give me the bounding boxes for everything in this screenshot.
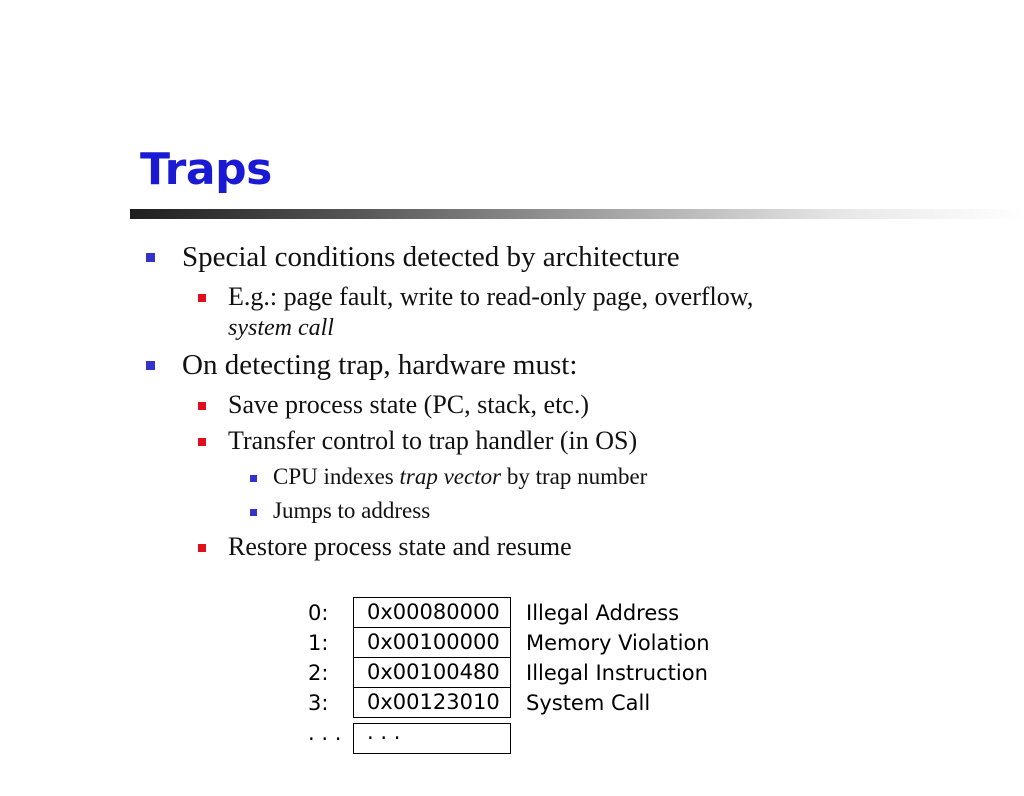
trap-index: 2: — [308, 661, 329, 685]
trap-description: Illegal Instruction — [526, 661, 708, 685]
trap-index: 1: — [308, 631, 329, 655]
bullet-level2 — [228, 390, 589, 420]
bullet-text-italic: system call — [228, 315, 334, 341]
bullet-level3 — [273, 497, 430, 525]
square-bullet-icon — [146, 361, 155, 370]
bullet-text: Transfer control to trap handler (in OS) — [228, 426, 638, 455]
trap-index-ellipsis: · · · — [308, 727, 342, 751]
bullet-level3 — [273, 463, 647, 491]
trap-vector-row — [306, 597, 736, 628]
trap-description: System Call — [526, 691, 651, 715]
trap-index: 0: — [308, 601, 329, 625]
bullet-level1 — [182, 240, 680, 274]
bullet-text: On detecting trap, hardware must: — [182, 349, 578, 381]
bullet-text: Save process state (PC, stack, etc.) — [228, 390, 590, 419]
trap-description: Illegal Address — [526, 601, 680, 625]
trap-vector-row — [306, 657, 736, 688]
square-bullet-icon — [146, 253, 155, 262]
handler-address-cell: 0x00100480 — [353, 657, 511, 688]
square-bullet-icon — [250, 475, 257, 482]
square-bullet-icon — [250, 509, 257, 516]
title-underline-gradient — [130, 209, 1024, 219]
bullet-text: Restore process state and resume — [228, 532, 572, 561]
bullet-text: Jumps to address — [273, 498, 431, 523]
handler-address-cell: 0x00123010 — [353, 687, 511, 718]
bullet-text: by trap number — [501, 464, 648, 489]
bullet-level2 — [228, 282, 753, 343]
bullet-level2 — [228, 532, 572, 562]
bullet-level2 — [228, 426, 637, 456]
trap-vector-row — [306, 687, 736, 718]
bullet-text: E.g.: page fault, write to read-only page, overflow, — [228, 282, 754, 311]
handler-address-cell-ellipsis: · · · — [353, 723, 511, 754]
trap-description: Memory Violation — [526, 631, 710, 655]
square-bullet-icon — [198, 438, 206, 446]
trap-index: 3: — [308, 691, 329, 715]
handler-address-cell: 0x00100000 — [353, 627, 511, 658]
handler-address-cell: 0x00080000 — [353, 597, 511, 628]
bullet-level1 — [182, 348, 577, 382]
trap-vector-row — [306, 723, 736, 754]
slide-title: Traps — [140, 144, 272, 195]
square-bullet-icon — [198, 544, 206, 552]
trap-vector-row — [306, 627, 736, 658]
bullet-text: CPU indexes — [273, 464, 400, 489]
bullet-text-italic: trap vector — [399, 464, 502, 489]
square-bullet-icon — [198, 294, 206, 302]
square-bullet-icon — [198, 402, 206, 410]
bullet-text: Special conditions detected by architecture — [182, 241, 680, 273]
